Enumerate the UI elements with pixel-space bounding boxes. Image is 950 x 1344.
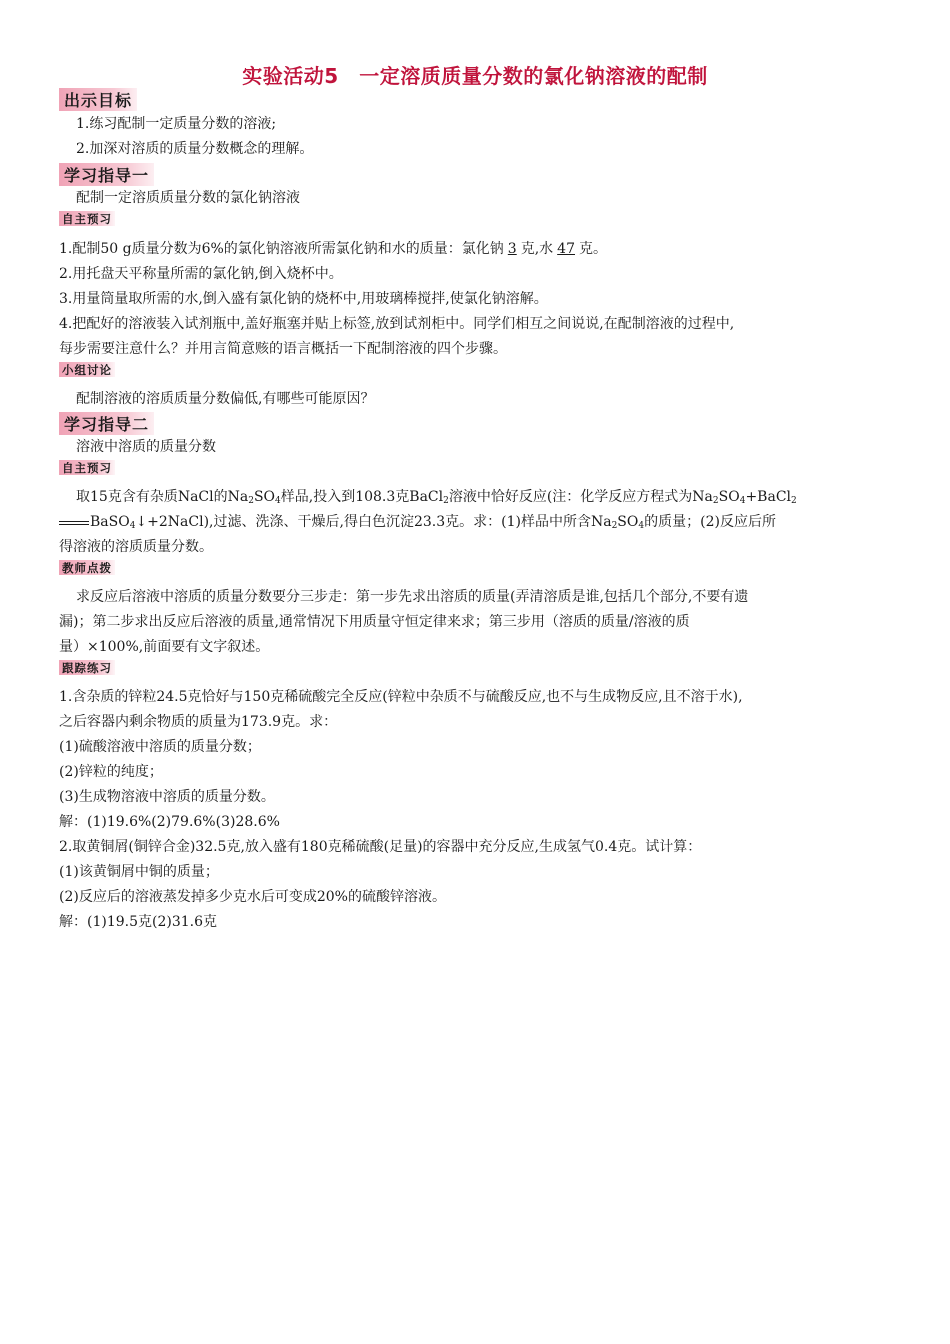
guide1-question-2: 2.用托盘天平称量所需的氯化钠,倒入烧杯中。 — [59, 266, 343, 282]
guide1-question-3: 3.用量筒量取所需的水,倒入盛有氯化钠的烧杯中,用玻璃棒搅拌,使氯化钠溶解。 — [59, 291, 548, 307]
exercise2-answer: 解：(1)19.5克(2)31.6克 — [59, 914, 218, 930]
label-self-preview-2: 自主预习 — [59, 460, 115, 475]
teacher-tip-line1: 求反应后溶液中溶质的质量分数要分三步走：第一步先求出溶质的质量(弄清溶质是谁,包括几个部分,不要有遗 — [76, 589, 749, 605]
label-group-discussion: 小组讨论 — [59, 362, 115, 377]
guide1-topic: 配制一定溶质质量分数的氯化钠溶液 — [76, 190, 300, 206]
exercise2-line1: 2.取黄铜屑(铜锌合金)32.5克,放入盛有180克稀硫酸(足量)的容器中充分反应,生成氢气0.4克。试计算： — [59, 839, 702, 855]
exercise1-line1: 1.含杂质的锌粒24.5克恰好与150克稀硫酸完全反应(锌粒中杂质不与硫酸反应,也不与生成物反应,且不溶于水), — [59, 689, 743, 705]
page-title: 实验活动5 一定溶质质量分数的氯化钠溶液的配制 — [242, 64, 708, 88]
guide1-question-1: 1.配制50 g质量分数为6%的氯化钠溶液所需氯化钠和水的质量：氯化钠 3 克,水 47 克。 — [59, 241, 607, 257]
section-heading-goal: 出示目标 — [59, 88, 137, 111]
exercise1-line2: 之后容器内剩余物质的质量为173.9克。求： — [59, 714, 338, 730]
exercise1-question-2: (2)锌粒的纯度； — [59, 764, 163, 780]
goal-item-2: 2.加深对溶质的质量分数概念的理解。 — [76, 141, 314, 157]
teacher-tip-line2: 漏)；第二步求出反应后溶液的质量,通常情况下用质量守恒定律来求；第三步用（溶质的质量/溶液的质 — [59, 614, 690, 630]
guide1-question-4-line2: 每步需要注意什么？并用言简意赅的语言概括一下配制溶液的四个步骤。 — [59, 341, 507, 357]
exercise2-question-2: (2)反应后的溶液蒸发掉多少克水后可变成20%的硫酸锌溶液。 — [59, 889, 446, 905]
discussion-question: 配制溶液的溶质质量分数偏低,有哪些可能原因？ — [76, 391, 375, 407]
exercise2-question-1: (1)该黄铜屑中铜的质量； — [59, 864, 219, 880]
guide2-topic: 溶液中溶质的质量分数 — [76, 439, 216, 455]
section-heading-guide1: 学习指导一 — [59, 163, 154, 186]
guide2-problem-line2: BaSO$_4$↓+2NaCl),过滤、洗涤、干燥后,得白色沉淀23.3克。求：(1)样品中所含$Na_2SO_4$的质量；(2)反应后所 — [59, 510, 899, 538]
label-self-preview-1: 自主预习 — [59, 211, 115, 226]
teacher-tip-line3: 量）×100%,前面要有文字叙述。 — [59, 639, 270, 655]
guide2-problem-line3: 得溶液的溶质质量分数。 — [59, 539, 213, 555]
label-follow-up-practice: 跟踪练习 — [59, 660, 115, 675]
equals-sign — [59, 521, 89, 525]
guide1-question-4-line1: 4.把配好的溶液装入试剂瓶中,盖好瓶塞并贴上标签,放到试剂柜中。同学们相互之间说说,在配制溶液的过程中, — [59, 316, 735, 332]
exercise1-answer: 解：(1)19.6%(2)79.6%(3)28.6% — [59, 814, 280, 830]
exercise1-question-3: (3)生成物溶液中溶质的质量分数。 — [59, 789, 275, 805]
label-teacher-tips: 教师点拨 — [59, 560, 115, 575]
exercise1-question-1: (1)硫酸溶液中溶质的质量分数； — [59, 739, 261, 755]
section-heading-guide2: 学习指导二 — [59, 412, 154, 435]
answer-water-mass: 47 — [557, 241, 575, 257]
goal-item-1: 1.练习配制一定质量分数的溶液; — [76, 116, 277, 132]
guide2-problem-line1: 取15克含有杂质NaCl的$Na_2SO_4$样品,投入到108.3克BaCl$_2$溶液中恰好反应(注：化学反应方程式为$Na_2SO_4+BaCl_2$ — [76, 489, 797, 506]
answer-nacl-mass: 3 — [507, 241, 517, 257]
